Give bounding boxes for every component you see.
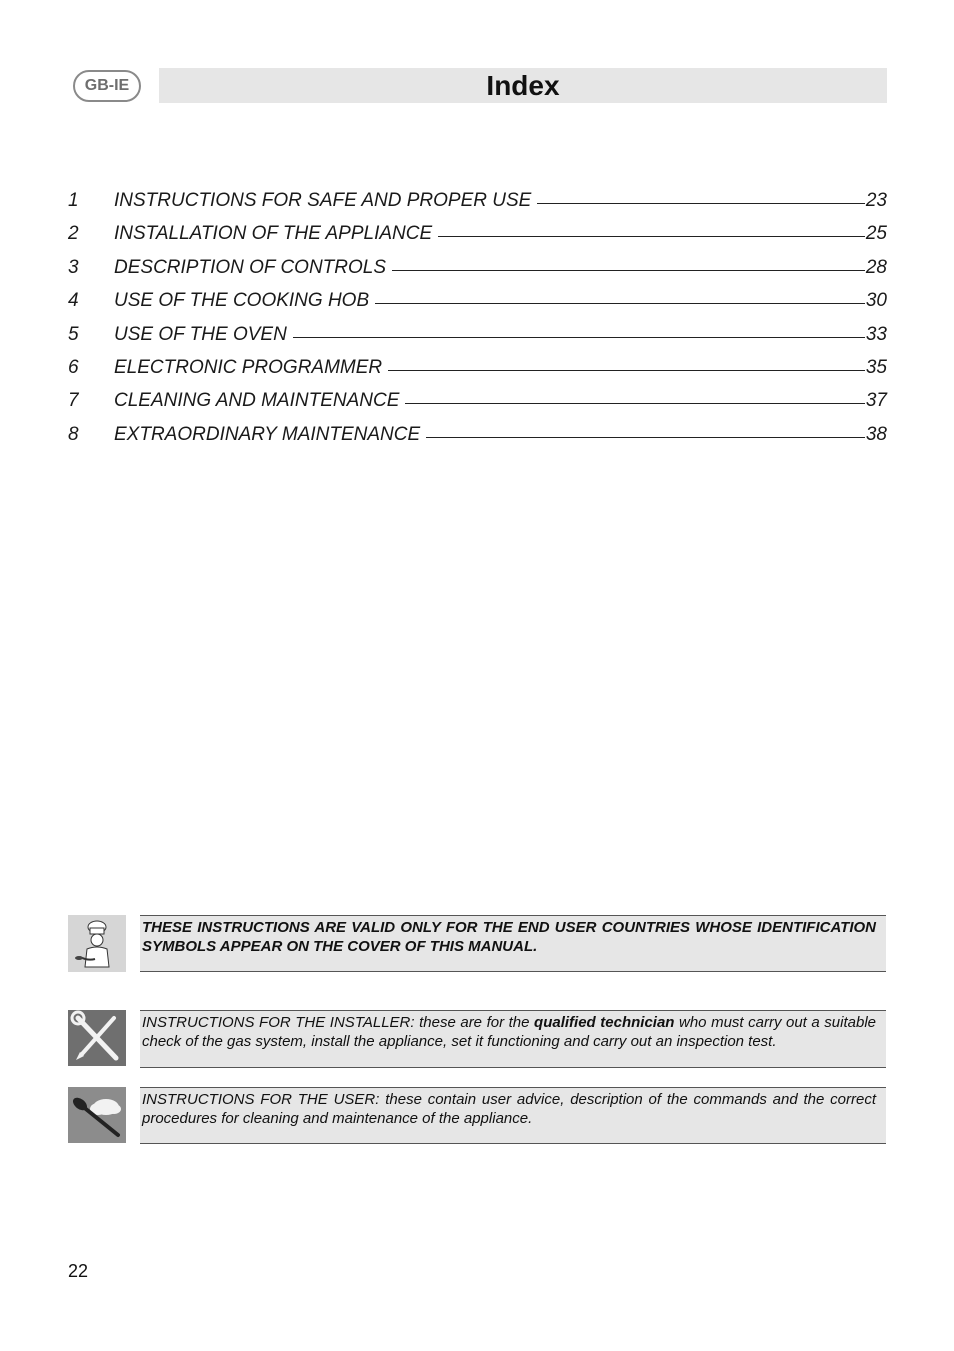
spoon-chef-hat-icon	[68, 1087, 126, 1143]
toc-leader	[438, 236, 865, 237]
toc-title: INSTRUCTIONS FOR SAFE AND PROPER USE	[114, 190, 532, 211]
installer-note	[140, 1010, 886, 1068]
toc-page: 23	[865, 190, 887, 211]
toc-page: 25	[865, 223, 887, 245]
toc-number: 5	[68, 323, 79, 345]
toc-entry[interactable]	[68, 424, 887, 457]
toc-page: 37	[865, 390, 887, 412]
page-number: 22	[68, 1261, 89, 1281]
toc-entry[interactable]	[68, 257, 887, 290]
toc-number: 3	[68, 256, 79, 278]
toc-number: 4	[68, 290, 79, 312]
table-of-contents	[68, 190, 887, 457]
toc-title: DESCRIPTION OF CONTROLS	[114, 256, 387, 278]
validity-note: THESE INSTRUCTIONS ARE VALID ONLY FOR THE END USER COUNTRIES WHOSE IDENTIFICATION SYMBOLS APPEAR ON THE COVER OF THIS MANUAL.	[140, 915, 886, 972]
toc-number: 2	[68, 223, 79, 245]
toc-leader	[293, 337, 865, 338]
toc-number: 7	[68, 390, 79, 412]
toc-page: 38	[865, 423, 887, 445]
language-badge: GB-IE	[73, 70, 141, 102]
toc-title: INSTALLATION OF THE APPLIANCE	[114, 223, 433, 245]
toc-page: 33	[865, 323, 887, 345]
user-note: INSTRUCTIONS FOR THE USER: these contain user advice, description of the commands and the correct procedures for cleaning and maintenance of the appliance.	[140, 1087, 886, 1144]
toc-leader	[392, 270, 865, 271]
toc-leader	[405, 403, 864, 404]
toc-number: 1	[68, 190, 79, 211]
toc-title: CLEANING AND MAINTENANCE	[114, 390, 400, 412]
toc-leader	[375, 303, 865, 304]
toc-title: EXTRAORDINARY MAINTENANCE	[114, 423, 421, 445]
installer-note-text: INSTRUCTIONS FOR THE INSTALLER: these are for the	[142, 1014, 535, 1031]
chef-icon	[68, 915, 126, 972]
toc-entry[interactable]	[68, 290, 887, 323]
toc-page: 35	[865, 356, 887, 378]
toc-leader	[426, 437, 865, 438]
toc-number: 6	[68, 356, 79, 378]
toc-title: USE OF THE OVEN	[114, 323, 287, 345]
toc-title: ELECTRONIC PROGRAMMER	[114, 356, 383, 378]
toc-page: 30	[865, 290, 887, 312]
toc-entry[interactable]	[68, 324, 887, 357]
toc-entry[interactable]	[68, 223, 887, 256]
toc-number: 8	[68, 423, 79, 445]
toc-title: USE OF THE COOKING HOB	[114, 290, 370, 312]
toc-leader	[388, 370, 865, 371]
toc-leader	[537, 203, 865, 204]
toc-entry[interactable]	[68, 357, 887, 390]
toc-entry[interactable]	[68, 390, 887, 423]
page-title: Index	[486, 70, 560, 101]
installer-note-emphasis: qualified technician	[534, 1014, 675, 1031]
toc-page: 28	[865, 256, 887, 278]
installer-note-text-end: who must carry out a suitable check of the gas system, install the appliance, set it functioning and carry out an inspection test.	[142, 1014, 876, 1050]
wrench-screwdriver-icon	[68, 1010, 126, 1066]
toc-entry[interactable]	[68, 190, 887, 223]
